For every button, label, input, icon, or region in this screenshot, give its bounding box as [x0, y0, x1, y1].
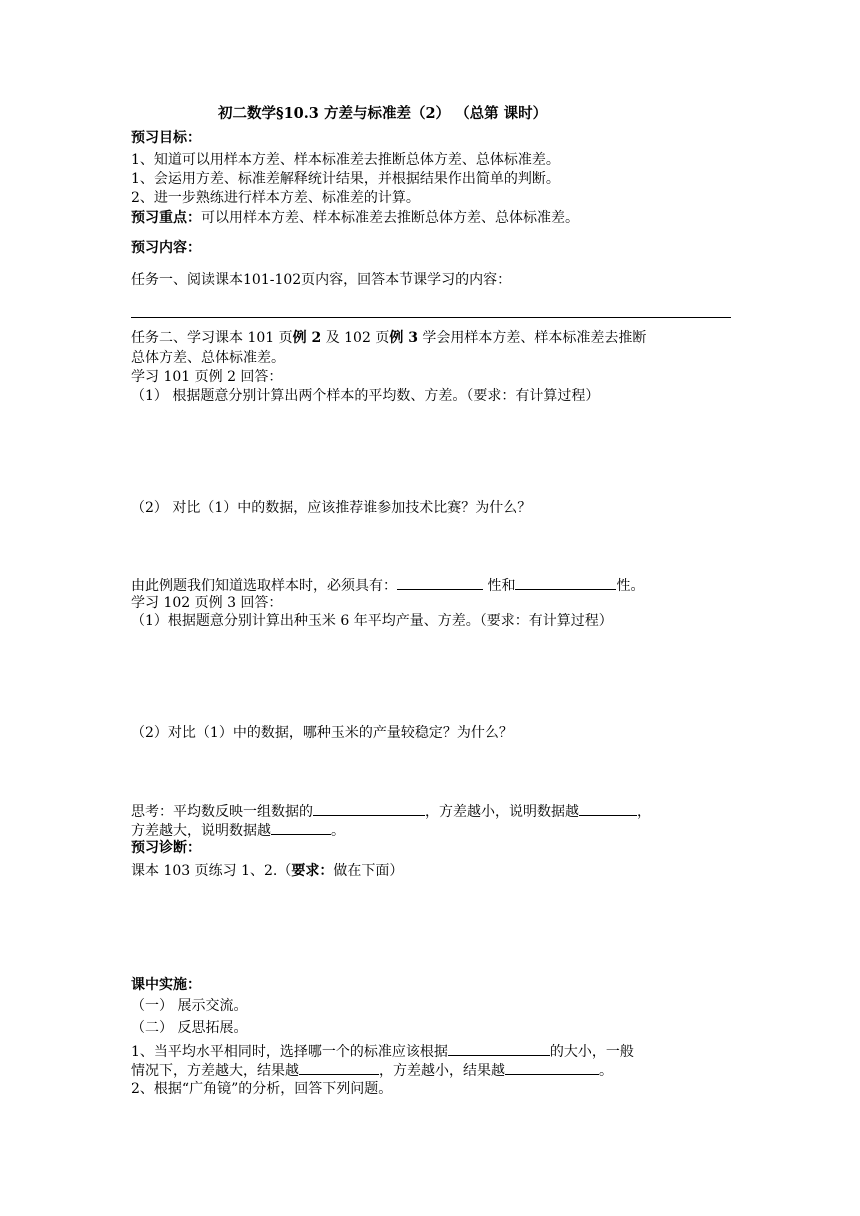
focus-heading: 预习重点：	[131, 210, 201, 226]
think-text-d: 方差越大，说明数据越	[131, 823, 271, 839]
diagnosis-text-a: 课本 103 页练习 1、2.（	[131, 863, 292, 879]
blank-field	[505, 1061, 599, 1075]
goal-item-3: 2、进一步熟练进行样本方差、标准差的计算。	[131, 190, 420, 206]
reflect-line-2	[131, 1061, 731, 1079]
sample-text-a: 由此例题我们知道选取样本时，必须具有：	[131, 578, 397, 594]
page-title: 初二数学§10.3 方差与标准差（2） （总第 课时）	[218, 105, 548, 122]
reflect-text-a: 1、当平均水平相同时，选择哪一个的标准应该根据	[131, 1044, 448, 1060]
example-2-question-1: （1） 根据题意分别计算出两个样本的平均数、方差。（要求：有计算过程）	[131, 388, 600, 404]
class-item-2: （二） 反思拓展。	[131, 1020, 248, 1036]
reflect-text-c: 情况下，方差越大，结果越	[131, 1063, 299, 1079]
blank-field	[313, 802, 425, 816]
example-3-question-1: （1）根据题意分别计算出种玉米 6 年平均产量、方差。（要求：有计算过程）	[131, 613, 613, 629]
goal-item-2: 1、会运用方差、标准差解释统计结果，并根据结果作出简单的判断。	[131, 171, 560, 187]
example-2-heading: 学习 101 页例 2 回答：	[131, 369, 283, 385]
task-two-line1	[131, 330, 731, 346]
blank-field	[579, 802, 637, 816]
diagnosis-requirement-label: 要求：	[291, 863, 334, 879]
example-2-question-2: （2） 对比（1）中的数据，应该推荐谁参加技术比赛？为什么？	[131, 500, 532, 516]
blank-field	[299, 1061, 379, 1075]
example-3-question-2: （2）对比（1）中的数据，哪种玉米的产量较稳定？为什么？	[131, 725, 513, 741]
blank-field	[271, 821, 331, 835]
sample-text-c: 性。	[616, 578, 645, 594]
preview-goal-heading: 预习目标：	[131, 130, 201, 146]
sample-sentence	[131, 576, 731, 594]
think-text-e: 。	[331, 823, 345, 839]
task-two-example-2: 例 2	[292, 330, 322, 346]
think-text-b: ，方差越小，说明数据越	[425, 804, 579, 820]
focus-text: 可以用样本方差、样本标准差去推断总体方差、总体标准差。	[201, 210, 579, 226]
preview-content-heading: 预习内容：	[131, 240, 201, 256]
think-line-1	[131, 802, 731, 820]
answer-line	[131, 317, 731, 318]
class-item-1: （一） 展示交流。	[131, 998, 248, 1014]
example-3-heading: 学习 102 页例 3 回答：	[131, 595, 283, 611]
reflect-text-e: 。	[599, 1063, 613, 1079]
blank-field	[397, 576, 483, 590]
diagnosis-text	[131, 863, 731, 879]
blank-field	[448, 1042, 550, 1056]
think-line-2	[131, 821, 731, 839]
blank-field	[515, 576, 616, 590]
task-one: 任务一、阅读课本101-102页内容，回答本节课学习的内容：	[131, 272, 512, 288]
class-heading: 课中实施：	[131, 977, 201, 993]
task-two-text-a: 任务二、学习课本 101 页	[131, 330, 293, 346]
think-text-a: 思考：平均数反映一组数据的	[131, 804, 313, 820]
task-two-line2: 总体方差、总体标准差。	[131, 350, 285, 366]
reflect-text-d: ，方差越小，结果越	[379, 1063, 505, 1079]
think-text-c: ，	[637, 804, 651, 820]
diagnosis-text-b: 做在下面）	[333, 863, 404, 879]
preview-focus	[131, 210, 731, 226]
task-two-text-c: 学会用样本方差、样本标准差去推断	[417, 330, 647, 346]
goal-item-1: 1、知道可以用样本方差、样本标准差去推断总体方差、总体标准差。	[131, 152, 560, 168]
preview-diagnosis-heading: 预习诊断：	[131, 840, 201, 856]
reflect-line-3: 2、根据“广角镜”的分析，回答下列问题。	[131, 1081, 393, 1097]
reflect-text-b: 的大小，一般	[549, 1044, 634, 1060]
sample-text-b: 性和	[483, 578, 516, 594]
task-two-text-b: 及 102 页	[321, 330, 390, 346]
reflect-line-1	[131, 1042, 731, 1060]
task-two-example-3: 例 3	[389, 330, 418, 346]
